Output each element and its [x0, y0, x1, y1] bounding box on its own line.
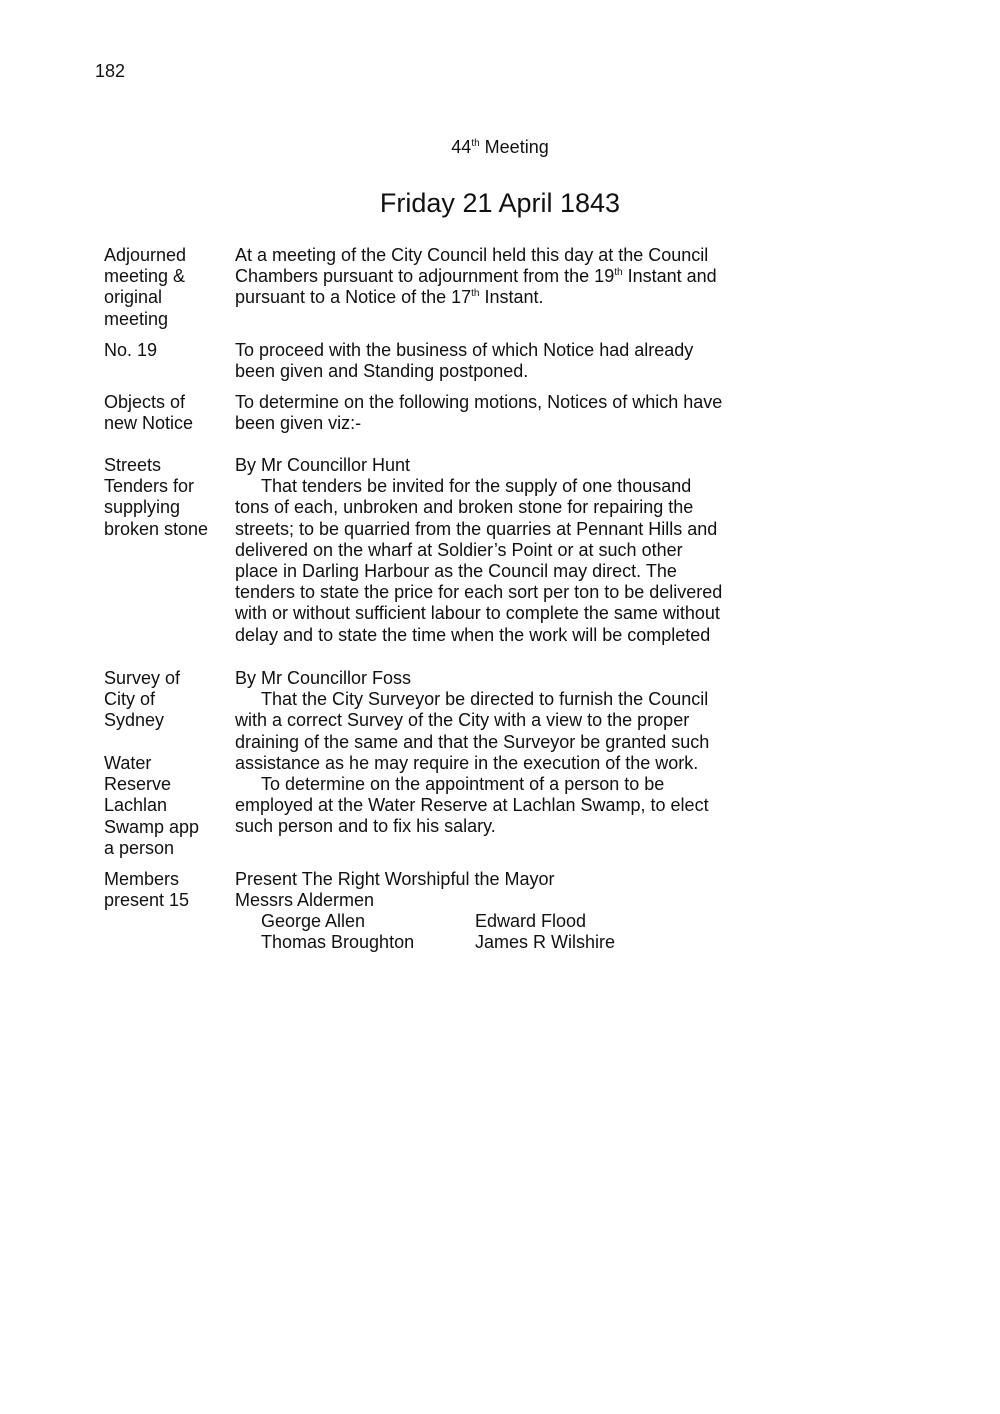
body-line: To determine on the following motions, Notices of which have: [235, 392, 723, 412]
margin-line: broken stone: [104, 518, 209, 539]
margin-line: Sydney: [104, 710, 165, 731]
margin-line: Reserve: [104, 774, 172, 795]
meeting-label: Meeting: [484, 137, 549, 157]
text-run: Chambers pursuant to adjournment from the 19: [235, 266, 615, 287]
proceed-paragraph: [235, 340, 745, 382]
margin-note-no19: [104, 340, 226, 361]
margin-line: new Notice: [104, 413, 194, 434]
body-line: with or without sufficient labour to complete the same without: [235, 603, 720, 624]
text-run: Instant.: [479, 287, 544, 308]
margin-line: Survey of: [104, 668, 181, 688]
margin-note-objects: [104, 392, 226, 434]
determine-paragraph: [235, 392, 745, 434]
body-line: been given and Standing postponed.: [235, 361, 529, 382]
body-line: delay and to state the time when the work will be completed: [235, 624, 711, 645]
attendee-column-1: [261, 911, 414, 953]
body-line: draining of the same and that the Surveyor be granted such: [235, 731, 710, 752]
body-line: [235, 266, 745, 287]
body-line: To proceed with the business of which Notice had already: [235, 340, 694, 360]
attendance: [235, 869, 745, 959]
body-line: delivered on the wharf at Soldier’s Point or at such other: [235, 539, 683, 560]
text-run: Instant and: [622, 266, 717, 287]
margin-line: a person: [104, 837, 175, 858]
margin-line: meeting &: [104, 266, 186, 287]
body-line: been given viz:-: [235, 413, 362, 434]
text-run: pursuant to a Notice of the 17: [235, 287, 472, 308]
margin-line: Tenders for: [104, 476, 195, 497]
date-title: Friday 21 April 1843: [379, 188, 621, 218]
body-line: assistance as he may require in the execution of the work.: [235, 752, 699, 773]
attendee-column-2: [475, 911, 615, 953]
body-line: employed at the Water Reserve at Lachlan Swamp, to elect: [235, 795, 709, 816]
meeting-heading: [0, 137, 1000, 158]
body-line: That the City Surveyor be directed to furnish the Council: [261, 689, 709, 710]
body-line: tons of each, unbroken and broken stone for repairing the: [235, 497, 694, 518]
margin-line: Streets: [104, 455, 162, 475]
body-line: [235, 287, 745, 308]
margin-line: Objects of: [104, 392, 186, 412]
margin-line: Lachlan: [104, 795, 168, 816]
body-line: That tenders be invited for the supply of one thousand: [261, 476, 692, 497]
margin-line: Members: [104, 869, 180, 889]
ordinal-suffix: th: [471, 288, 480, 300]
page-number: 182: [95, 61, 126, 81]
margin-line: supplying: [104, 497, 181, 518]
attendee-name: James R Wilshire: [475, 932, 616, 953]
margin-line: meeting: [104, 308, 169, 329]
margin-line: original: [104, 287, 163, 308]
margin-note-streets: [104, 455, 226, 540]
attendee-name: Edward Flood: [475, 911, 587, 931]
margin-line: City of: [104, 689, 156, 710]
body-line: such person and to fix his salary.: [235, 816, 496, 837]
margin-note-members: [104, 869, 226, 911]
intro-paragraph: [235, 245, 745, 309]
margin-note-adjourned: [104, 245, 226, 330]
meeting-number-suffix: th: [471, 138, 480, 149]
margin-line: Swamp app: [104, 816, 200, 837]
margin-line: Water: [104, 753, 152, 773]
body-line: with a correct Survey of the City with a view to the proper: [235, 710, 690, 731]
margin-note-water: [104, 753, 226, 859]
messrs-line: Messrs Aldermen: [235, 890, 375, 911]
body-line: tenders to state the price for each sort per ton to be delivered: [235, 582, 723, 603]
margin-line: present 15: [104, 890, 190, 911]
body-line: place in Darling Harbour as the Council may direct. The: [235, 561, 677, 582]
motion-mover: By Mr Councillor Foss: [235, 668, 412, 688]
body-line: To determine on the appointment of a person to be: [261, 774, 665, 795]
body-line: At a meeting of the City Council held this day at the Council: [235, 245, 709, 265]
motion-mover: By Mr Councillor Hunt: [235, 455, 411, 475]
body-line: streets; to be quarried from the quarries at Pennant Hills and: [235, 518, 718, 539]
attendee-name: George Allen: [261, 911, 366, 931]
margin-line: No. 19: [104, 340, 158, 360]
foss-motion: [235, 668, 745, 838]
attendee-name: Thomas Broughton: [261, 932, 415, 953]
margin-note-survey: [104, 668, 226, 732]
meeting-number: 44: [451, 137, 472, 157]
margin-line: Adjourned: [104, 245, 187, 265]
hunt-motion: [235, 455, 745, 646]
ordinal-suffix: th: [614, 267, 623, 279]
present-line: Present The Right Worshipful the Mayor: [235, 869, 555, 889]
